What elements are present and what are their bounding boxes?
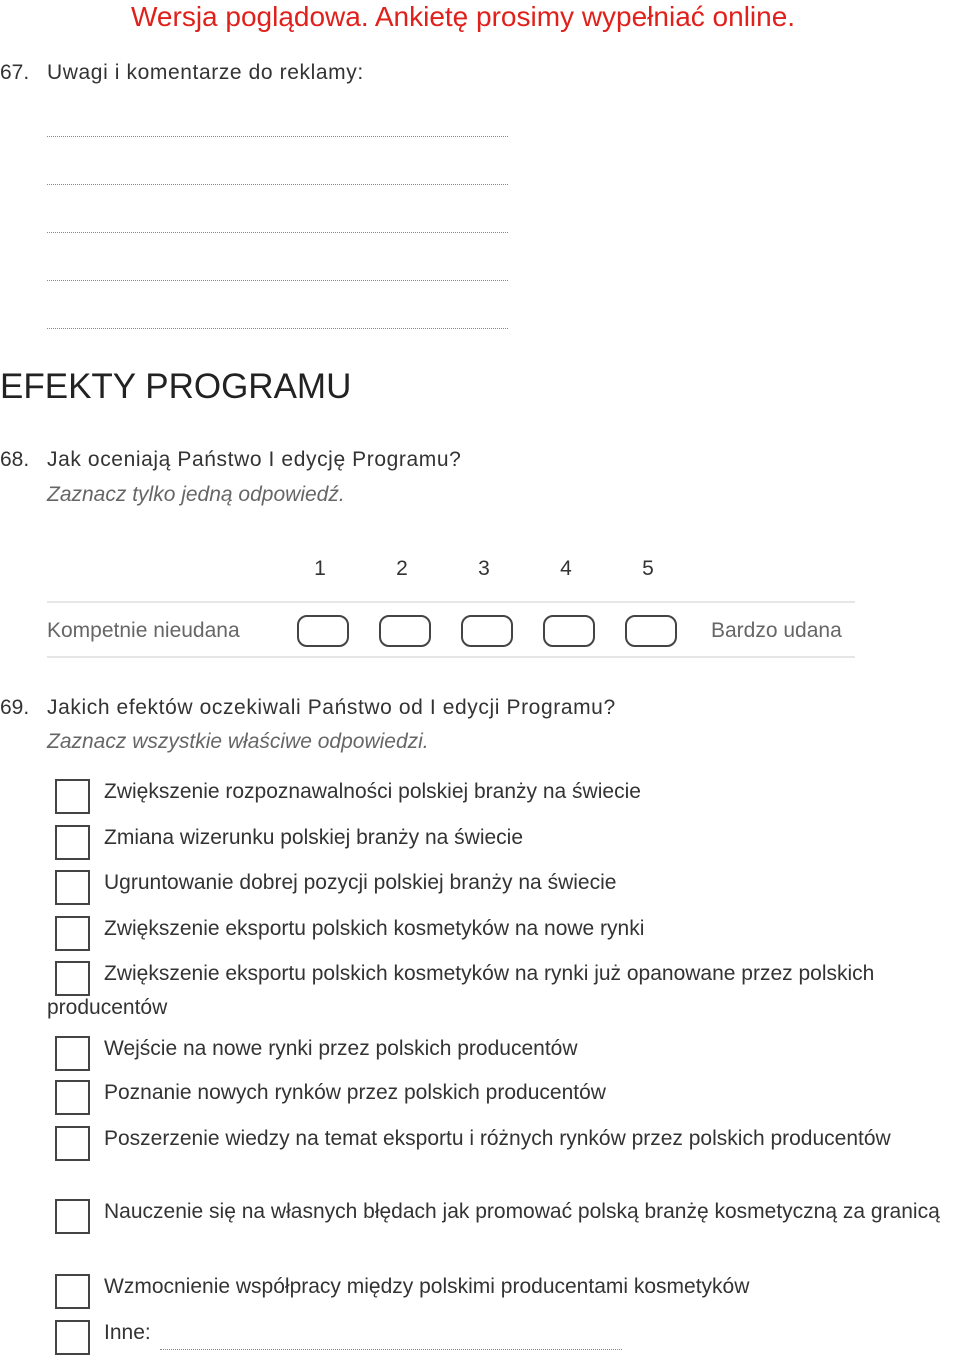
- question-69-text: Jakich efektów oczekiwali Państwo od I edycji Programu?: [47, 696, 616, 719]
- option-label-4: Zwiększenie eksportu polskich kosmetyków na nowe rynki: [104, 917, 645, 940]
- question-68-number: 68.: [0, 448, 30, 471]
- comment-line-3[interactable]: [47, 232, 508, 233]
- scale-number-1: 1: [314, 557, 326, 580]
- question-69-number: 69.: [0, 696, 30, 719]
- section-title: EFEKTY PROGRAMU: [0, 367, 352, 406]
- option-label-2: Zmiana wizerunku polskiej branży na świecie: [104, 826, 524, 849]
- scale-bottom-divider: [47, 656, 855, 658]
- scale-number-2: 2: [396, 557, 408, 580]
- scale-right-label: Bardzo udana: [711, 619, 842, 642]
- option-label-9: Nauczenie się na własnych błędach jak promować polską branżę kosmetyczną za granicą: [104, 1200, 940, 1223]
- scale-left-label: Kompetnie nieudana: [47, 619, 240, 642]
- comment-line-2[interactable]: [47, 184, 508, 185]
- comment-line-5[interactable]: [47, 328, 508, 329]
- option-label-3: Ugruntowanie dobrej pozycji polskiej branży na świecie: [104, 871, 617, 894]
- rating-option-1[interactable]: [297, 615, 349, 647]
- question-67-text: Uwagi i komentarze do reklamy:: [47, 61, 364, 84]
- scale-number-4: 4: [560, 557, 572, 580]
- preview-banner: Wersja poglądowa. Ankietę prosimy wypełniać online.: [131, 1, 796, 32]
- question-68-text: Jak oceniają Państwo I edycję Programu?: [47, 448, 462, 471]
- comment-line-4[interactable]: [47, 280, 508, 281]
- rating-option-2[interactable]: [379, 615, 431, 647]
- rating-option-4[interactable]: [543, 615, 595, 647]
- option-label-8: Poszerzenie wiedzy na temat eksportu i różnych rynków przez polskich producentów: [104, 1127, 891, 1150]
- question-67-number: 67.: [0, 61, 30, 84]
- option-label-7: Poznanie nowych rynków przez polskich producentów: [104, 1081, 606, 1104]
- rating-option-3[interactable]: [461, 615, 513, 647]
- option-label-6: Wejście na nowe rynki przez polskich producentów: [104, 1037, 578, 1060]
- option-label-other: Inne:: [104, 1321, 151, 1344]
- question-68-hint: Zaznacz tylko jedną odpowiedź.: [47, 483, 345, 506]
- scale-number-5: 5: [642, 557, 654, 580]
- scale-number-3: 3: [478, 557, 490, 580]
- rating-option-5[interactable]: [625, 615, 677, 647]
- option-label-10: Wzmocnienie współpracy między polskimi producentami kosmetyków: [104, 1275, 750, 1298]
- scale-top-divider: [47, 601, 855, 603]
- option-label-1: Zwiększenie rozpoznawalności polskiej branży na świecie: [104, 780, 641, 803]
- question-69-hint: Zaznacz wszystkie właściwe odpowiedzi.: [47, 730, 429, 753]
- option-label-5: Zwiększenie eksportu polskich kosmetyków na rynki już opanowane przez polskich producentów: [47, 962, 875, 1019]
- comment-line-1[interactable]: [47, 136, 508, 137]
- other-input-line[interactable]: [160, 1349, 622, 1350]
